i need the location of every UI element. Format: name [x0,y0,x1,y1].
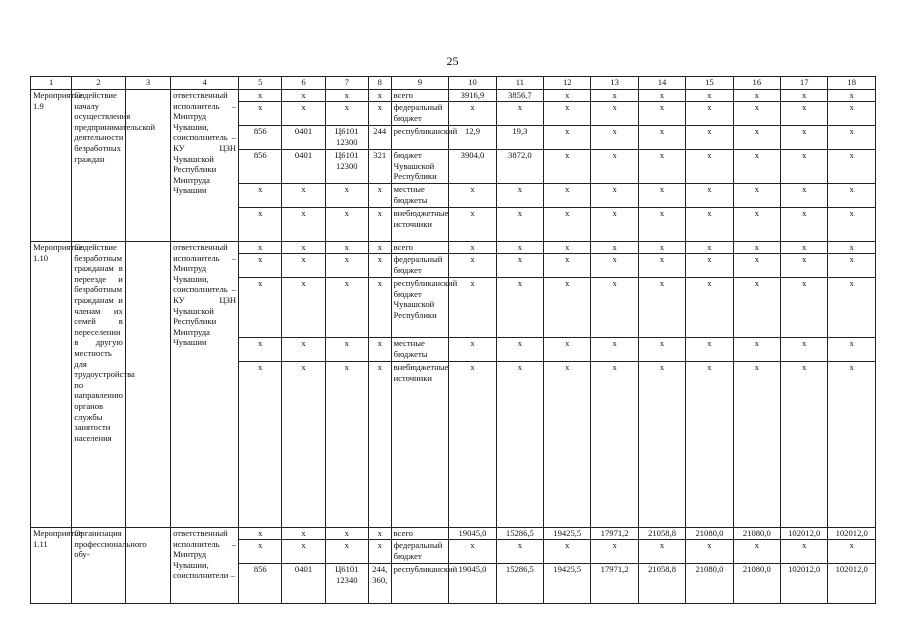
expense-type-code: x [368,90,391,102]
value-col-13: 17971,2 [591,564,638,604]
measure-executor: ответственный исполнитель – Минтруд Чувашии, соисполнитель – КУ ЦЗН Чувашской Республики Минтруда Чувашии [171,242,239,528]
section-code: x [282,242,325,254]
value-col-11: x [496,184,543,208]
expense-type-code: x [368,254,391,278]
empty-cell [125,90,170,242]
value-col-14: x [638,338,685,362]
value-col-18: x [828,278,876,338]
value-col-14: x [638,126,685,150]
value-col-18: x [828,150,876,184]
value-col-14: x [638,102,685,126]
value-col-14: x [638,208,685,242]
value-col-14: x [638,150,685,184]
expense-type-code: x [368,184,391,208]
value-col-12: x [544,102,591,126]
value-col-13: x [591,242,638,254]
column-number-17: 17 [781,77,828,90]
value-col-18: x [828,90,876,102]
value-col-14: x [638,540,685,564]
value-col-16: x [733,362,780,528]
table-row [31,90,876,102]
value-col-14: x [638,242,685,254]
value-col-15: x [686,184,733,208]
value-col-12: x [544,126,591,150]
target-article-code: x [325,242,368,254]
value-col-12: x [544,278,591,338]
value-col-12: x [544,338,591,362]
column-number-14: 14 [638,77,685,90]
measure-name: Мероприятие 1.10 [31,242,72,528]
funding-source: местные бюджеты [391,184,449,208]
expense-type-code: 244 [368,126,391,150]
target-article-code: x [325,540,368,564]
value-col-12: x [544,540,591,564]
value-col-10: 12,9 [449,126,496,150]
value-col-17: 102012,0 [781,564,828,604]
value-col-13: x [591,208,638,242]
value-col-11: 15286,5 [496,528,543,540]
value-col-17: x [781,150,828,184]
value-col-16: 21080,0 [733,528,780,540]
grbs-code: x [239,254,282,278]
value-col-12: x [544,90,591,102]
grbs-code: 856 [239,150,282,184]
value-col-16: x [733,540,780,564]
value-col-16: x [733,338,780,362]
column-number-5: 5 [239,77,282,90]
funding-source: федеральный бюджет [391,254,449,278]
table-row [31,242,876,254]
value-col-13: x [591,254,638,278]
value-col-18: 102012,0 [828,528,876,540]
grbs-code: 856 [239,126,282,150]
target-article-code: x [325,278,368,338]
target-article-code: x [325,102,368,126]
funding-source: всего [391,528,449,540]
value-col-14: 21058,8 [638,528,685,540]
value-col-18: x [828,254,876,278]
value-col-12: x [544,208,591,242]
value-col-15: x [686,540,733,564]
expense-type-code: 321 [368,150,391,184]
funding-source: республиканский [391,126,449,150]
section-code: x [282,208,325,242]
column-number-13: 13 [591,77,638,90]
section-code: x [282,254,325,278]
value-col-12: x [544,150,591,184]
column-number-12: 12 [544,77,591,90]
target-article-code: x [325,528,368,540]
expense-type-code: x [368,338,391,362]
grbs-code: x [239,90,282,102]
column-number-9: 9 [391,77,449,90]
value-col-13: x [591,338,638,362]
value-col-17: x [781,126,828,150]
value-col-18: x [828,362,876,528]
value-col-14: x [638,362,685,528]
expense-type-code: x [368,278,391,338]
value-col-10: x [449,540,496,564]
section-code: x [282,102,325,126]
value-col-18: x [828,208,876,242]
value-col-11: x [496,362,543,528]
column-number-2: 2 [72,77,126,90]
value-col-15: x [686,242,733,254]
section-code: 0401 [282,150,325,184]
grbs-code: x [239,362,282,528]
value-col-18: x [828,540,876,564]
section-code: 0401 [282,126,325,150]
value-col-16: x [733,184,780,208]
measure-executor: ответственный исполнитель – Минтруд Чувашии, соисполнители – [171,528,239,604]
expense-type-code: x [368,102,391,126]
value-col-14: x [638,254,685,278]
value-col-12: x [544,242,591,254]
section-code: x [282,90,325,102]
value-col-16: 21080,0 [733,564,780,604]
value-col-10: 19045,0 [449,528,496,540]
target-article-code: x [325,90,368,102]
column-number-7: 7 [325,77,368,90]
value-col-14: x [638,184,685,208]
value-col-18: x [828,184,876,208]
empty-cell [125,242,170,528]
expense-type-code: x [368,362,391,528]
value-col-17: x [781,540,828,564]
funding-source: всего [391,242,449,254]
value-col-11: x [496,102,543,126]
expense-type-code: x [368,528,391,540]
section-code: 0401 [282,564,325,604]
value-col-14: 21058,8 [638,564,685,604]
column-number-15: 15 [686,77,733,90]
column-number-3: 3 [125,77,170,90]
value-col-14: x [638,90,685,102]
value-col-10: x [449,208,496,242]
value-col-11: x [496,338,543,362]
funding-source: бюджет Чувашской Республики [391,150,449,184]
value-col-17: x [781,338,828,362]
funding-source: местные бюджеты [391,338,449,362]
value-col-12: 19425,5 [544,564,591,604]
value-col-10: x [449,362,496,528]
funding-source: федеральный бюджет [391,540,449,564]
value-col-10: 3916,9 [449,90,496,102]
value-col-16: x [733,254,780,278]
value-col-16: x [733,150,780,184]
value-col-12: 19425,5 [544,528,591,540]
measure-executor: ответственный исполнитель – Минтруд Чувашии, соисполнитель – КУ ЦЗН Чувашской Республики Минтруда Чувашии [171,90,239,242]
value-col-10: x [449,254,496,278]
value-col-15: x [686,254,733,278]
section-code: x [282,362,325,528]
value-col-11: x [496,254,543,278]
budget-table [30,76,876,604]
value-col-10: 19045,0 [449,564,496,604]
section-code: x [282,278,325,338]
value-col-11: x [496,208,543,242]
value-col-11: x [496,540,543,564]
section-code: x [282,338,325,362]
value-col-18: x [828,338,876,362]
value-col-17: x [781,362,828,528]
measure-name: Мероприятие 1.11 [31,528,72,604]
measure-description: Организация профессионального обу- [72,528,126,604]
expense-type-code: x [368,540,391,564]
grbs-code: 856 [239,564,282,604]
value-col-17: x [781,208,828,242]
value-col-15: x [686,90,733,102]
value-col-13: x [591,90,638,102]
value-col-13: 17971,2 [591,528,638,540]
value-col-13: x [591,126,638,150]
target-article-code: Ц6101 12340 [325,564,368,604]
table-row [31,528,876,540]
value-col-17: x [781,242,828,254]
value-col-10: x [449,242,496,254]
column-number-16: 16 [733,77,780,90]
section-code: x [282,540,325,564]
value-col-10: x [449,102,496,126]
value-col-15: x [686,208,733,242]
column-number-8: 8 [368,77,391,90]
value-col-13: x [591,540,638,564]
value-col-16: x [733,90,780,102]
measure-name: Мероприятие 1.9 [31,90,72,242]
funding-source: республиканский бюджет Чувашской Республики [391,278,449,338]
column-number-11: 11 [496,77,543,90]
funding-source: внебюджетные источники [391,362,449,528]
value-col-16: x [733,208,780,242]
value-col-17: 102012,0 [781,528,828,540]
value-col-17: x [781,278,828,338]
value-col-17: x [781,90,828,102]
value-col-13: x [591,184,638,208]
value-col-13: x [591,102,638,126]
funding-source: всего [391,90,449,102]
value-col-11: 3872,0 [496,150,543,184]
value-col-16: x [733,278,780,338]
value-col-18: x [828,102,876,126]
grbs-code: x [239,184,282,208]
grbs-code: x [239,540,282,564]
page-number: 25 [446,54,459,68]
value-col-16: x [733,126,780,150]
value-col-15: x [686,278,733,338]
value-col-15: x [686,102,733,126]
measure-description: Содействие началу осуществления предпринимательской деятельности безработных граждан [72,90,126,242]
section-code: x [282,184,325,208]
value-col-13: x [591,150,638,184]
value-col-10: 3904,0 [449,150,496,184]
value-col-12: x [544,184,591,208]
target-article-code: x [325,254,368,278]
target-article-code: x [325,338,368,362]
value-col-11: x [496,242,543,254]
column-number-6: 6 [282,77,325,90]
value-col-13: x [591,278,638,338]
column-number-4: 4 [171,77,239,90]
value-col-12: x [544,254,591,278]
value-col-17: x [781,102,828,126]
value-col-16: x [733,102,780,126]
target-article-code: x [325,208,368,242]
target-article-code: Ц6101 12300 [325,150,368,184]
value-col-10: x [449,184,496,208]
value-col-15: x [686,150,733,184]
value-col-17: x [781,254,828,278]
grbs-code: x [239,102,282,126]
funding-source: внебюджетные источники [391,208,449,242]
value-col-18: x [828,126,876,150]
target-article-code: x [325,184,368,208]
value-col-14: x [638,278,685,338]
value-col-18: x [828,242,876,254]
value-col-15: 21080,0 [686,564,733,604]
value-col-11: 19,3 [496,126,543,150]
grbs-code: x [239,208,282,242]
value-col-10: x [449,338,496,362]
grbs-code: x [239,278,282,338]
value-col-10: x [449,278,496,338]
expense-type-code: x [368,208,391,242]
measure-description: Содействие безработным гражданам в переезде и безработным гражданам и членам их семей в переселении в другую местность для трудоустройства по направлению органов службы занятости населения [72,242,126,528]
column-number-1: 1 [31,77,72,90]
column-number-10: 10 [449,77,496,90]
grbs-code: x [239,242,282,254]
grbs-code: x [239,528,282,540]
target-article-code: x [325,362,368,528]
value-col-15: x [686,126,733,150]
target-article-code: Ц6101 12300 [325,126,368,150]
funding-source: республиканский [391,564,449,604]
value-col-11: 3856,7 [496,90,543,102]
value-col-12: x [544,362,591,528]
expense-type-code: 244, 360, [368,564,391,604]
value-col-13: x [591,362,638,528]
grbs-code: x [239,338,282,362]
column-number-row [31,77,876,90]
value-col-11: 15286,5 [496,564,543,604]
expense-type-code: x [368,242,391,254]
value-col-17: x [781,184,828,208]
value-col-15: 21080,0 [686,528,733,540]
value-col-15: x [686,362,733,528]
value-col-15: x [686,338,733,362]
value-col-16: x [733,242,780,254]
value-col-11: x [496,278,543,338]
section-code: x [282,528,325,540]
funding-source: федеральный бюджет [391,102,449,126]
column-number-18: 18 [828,77,876,90]
value-col-18: 102012,0 [828,564,876,604]
